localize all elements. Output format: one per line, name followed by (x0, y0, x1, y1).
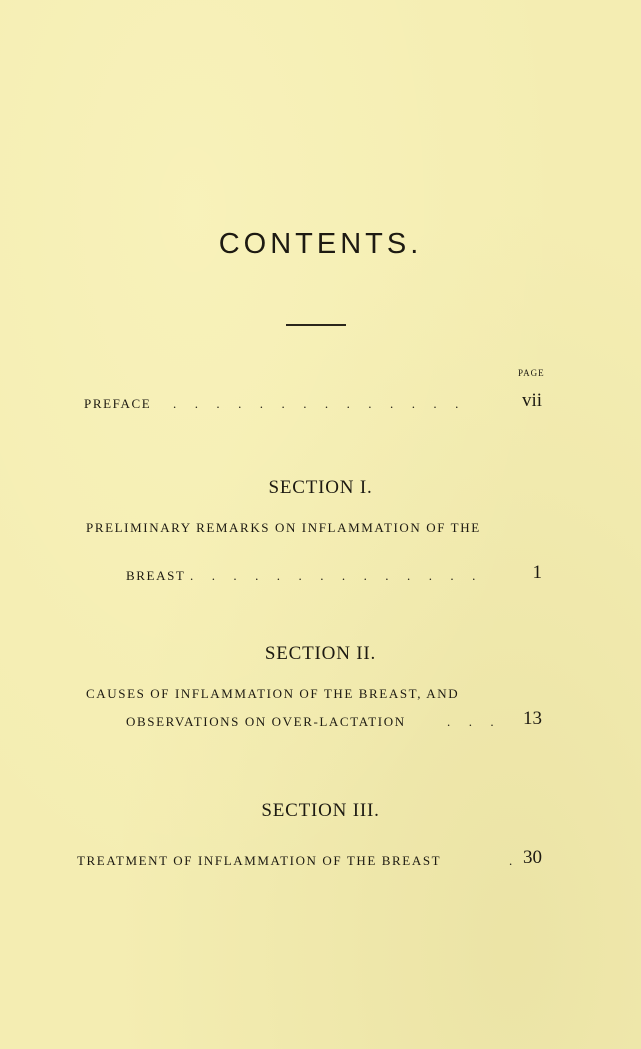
section-2-line-2: OBSERVATIONS ON OVER-LACTATION (126, 714, 406, 729)
section-2-line-1: CAUSES OF INFLAMMATION OF THE BREAST, AND (86, 686, 460, 701)
section-1-page-number: 1 (532, 562, 542, 583)
page-column-label: PAGE (518, 368, 545, 378)
section-1-line-2: BREAST (126, 568, 186, 583)
section-3-line-1: TREATMENT OF INFLAMMATION OF THE BREAST (77, 853, 442, 868)
title-rule (286, 324, 346, 326)
preface-dot-leader: . . . . . . . . . . . . . . (173, 396, 466, 411)
contents-title: CONTENTS. (218, 228, 423, 260)
section-3-page-number: 30 (523, 847, 542, 868)
section-3-heading: SECTION III. (261, 800, 380, 821)
section-1-dot-leader: . . . . . . . . . . . . . . (190, 568, 483, 583)
section-2-dot-leader: . . . (447, 714, 502, 729)
section-3-dot-leader: . (509, 853, 520, 868)
section-1-line-1: PRELIMINARY REMARKS ON INFLAMMATION OF THE (86, 520, 481, 535)
preface-label: PREFACE (84, 396, 152, 411)
preface-page-number: vii (521, 390, 542, 411)
section-2-page-number: 13 (523, 708, 542, 729)
section-2-heading: SECTION II. (264, 643, 377, 664)
section-1-heading: SECTION I. (268, 477, 373, 498)
